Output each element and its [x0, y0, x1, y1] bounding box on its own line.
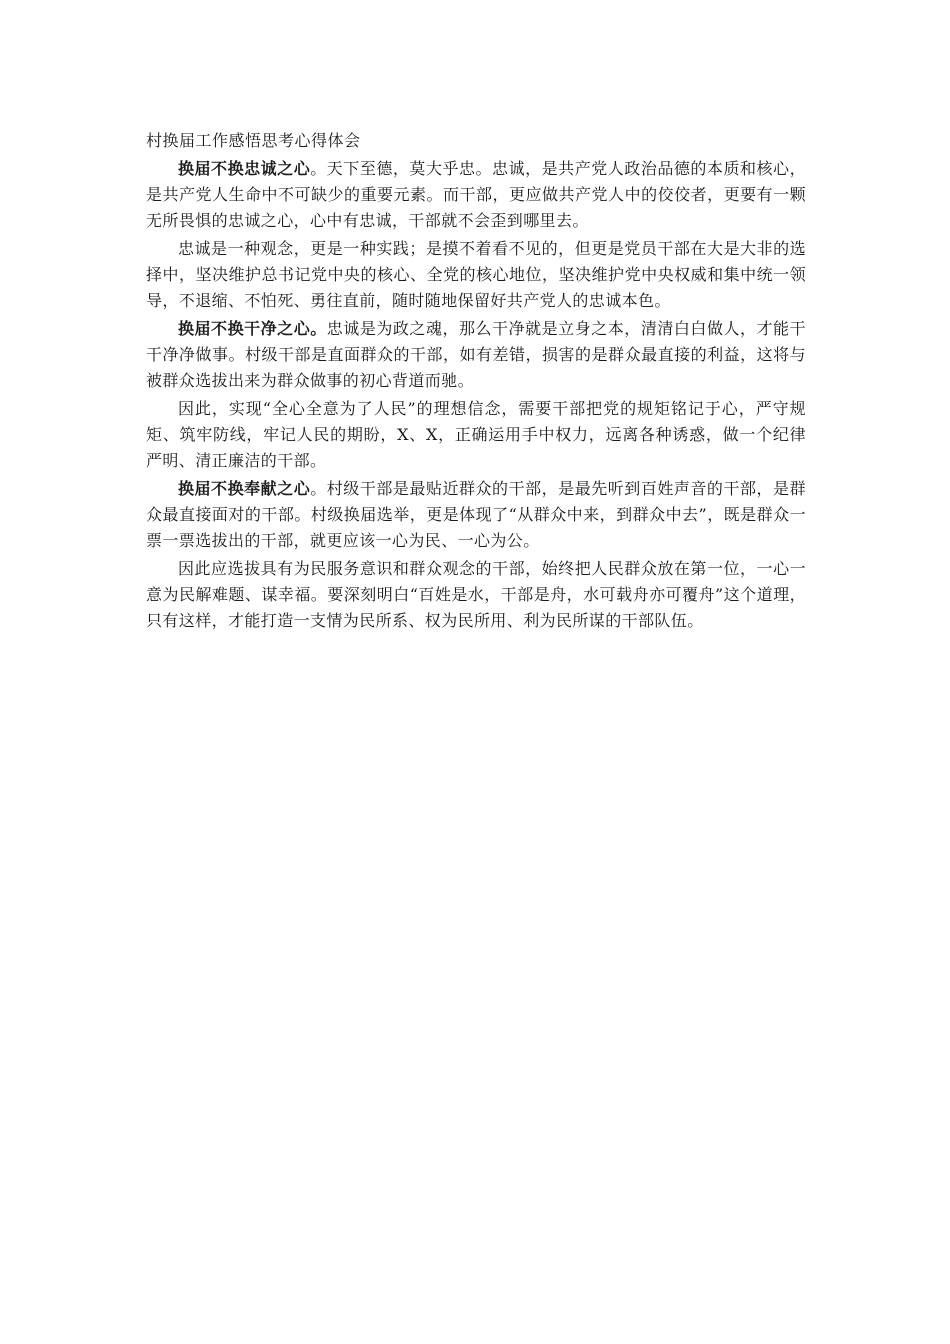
paragraph-lead: 换届不换干净之心。 [178, 319, 327, 338]
paragraph-text: 因此应选拔具有为民服务意识和群众观念的干部，始终把人民群众放在第一位，一心一意为民解难题、谋幸福。要深刻明白“百姓是水，干部是舟，水可载舟亦可覆舟”这个道理，只有这样，才能打造一支情为民所系、权为民所用、利为民所谋的干部队伍。 [146, 559, 806, 630]
paragraph-text: 因此，实现“全心全意为了人民”的理想信念，需要干部把党的规矩铭记于心，严守规矩、筑牢防线，牢记人民的期盼，X、X，正确运用手中权力，远离各种诱惑，做一个纪律严明、清正廉洁的干部。 [146, 399, 806, 470]
document-body [146, 128, 806, 634]
paragraph-1 [146, 156, 806, 234]
document-title: 村换届工作感悟思考心得体会 [146, 131, 361, 150]
paragraph-5 [146, 476, 806, 554]
paragraph-lead: 换届不换忠诚之心 [178, 159, 311, 178]
paragraph-lead: 换届不换奉献之心 [178, 479, 311, 498]
paragraph-text: 。天下至德，莫大乎忠。忠诚，是共产党人政治品德的本质和核心，是共产党人生命中不可缺少的重要元素。而干部，更应做共产党人中的佼佼者，更要有一颗无所畏惧的忠诚之心，心中有忠诚，干部就不会歪到哪里去。 [146, 159, 806, 230]
paragraph-6 [146, 556, 806, 634]
paragraph-4 [146, 396, 806, 474]
paragraph-text: 忠诚是一种观念，更是一种实践；是摸不着看不见的，但更是党员干部在大是大非的选择中，坚决维护总书记党中央的核心、全党的核心地位，坚决维护党中央权威和集中统一领导，不退缩、不怕死、勇往直前，随时随地保留好共产党人的忠诚本色。 [146, 239, 806, 310]
paragraph-2 [146, 236, 806, 314]
paragraph-text: 忠诚是为政之魂，那么干净就是立身之本，清清白白做人，才能干干净净做事。村级干部是直面群众的干部，如有差错，损害的是群众最直接的利益，这将与被群众选拔出来为群众做事的初心背道而驰。 [146, 319, 806, 390]
paragraph-text: 。村级干部是最贴近群众的干部，是最先听到百姓声音的干部，是群众最直接面对的干部。村级换届选举，更是体现了“从群众中来，到群众中去”，既是群众一票一票选拔出的干部，就更应该一心为民、一心为公。 [146, 479, 806, 550]
paragraph-3 [146, 316, 806, 394]
